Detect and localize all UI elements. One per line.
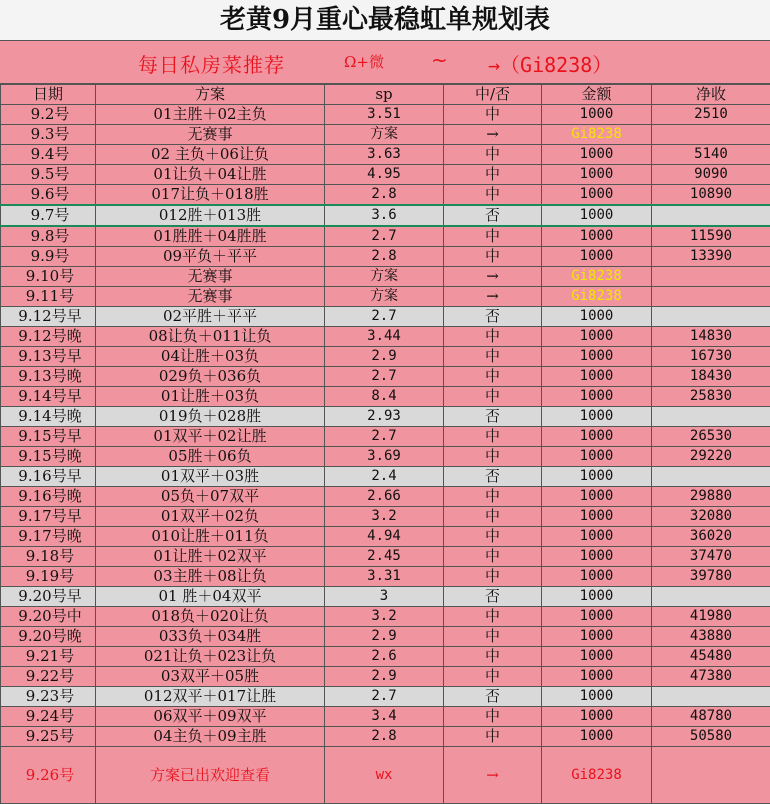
table-row	[1, 487, 770, 507]
amount-cell: 1000	[542, 687, 652, 707]
net-cell	[652, 747, 770, 804]
table-row	[1, 547, 770, 567]
sp-cell: 2.9	[325, 627, 444, 647]
sp-cell: 方案	[325, 287, 444, 307]
sp-cell: 3	[325, 587, 444, 607]
date-cell: 9.9号	[1, 247, 96, 267]
plan-cell: 05负＋07双平	[96, 487, 325, 507]
result-cell: 中	[444, 347, 542, 367]
promo-code-text: （Gi8238）	[500, 53, 612, 77]
net-cell	[652, 307, 770, 327]
plan-cell: 01胜胜＋04胜胜	[96, 226, 325, 247]
amount-cell: 1000	[542, 407, 652, 427]
amount-cell: 1000	[542, 507, 652, 527]
date-cell: 9.17号早	[1, 507, 96, 527]
result-cell: 中	[444, 547, 542, 567]
amount-cell: 1000	[542, 105, 652, 125]
sp-cell: 4.94	[325, 527, 444, 547]
net-cell: 41980	[652, 607, 770, 627]
plan-cell: 019负＋028胜	[96, 407, 325, 427]
sp-cell: 2.93	[325, 407, 444, 427]
plan-cell: 05胜＋06负	[96, 447, 325, 467]
date-cell: 9.8号	[1, 226, 96, 247]
amount-cell: 1000	[542, 447, 652, 467]
net-cell: 45480	[652, 647, 770, 667]
plan-cell: 01双平＋03胜	[96, 467, 325, 487]
plan-cell: 021让负＋023让负	[96, 647, 325, 667]
net-cell: 13390	[652, 247, 770, 267]
result-cell: 否	[444, 407, 542, 427]
result-cell: 中	[444, 447, 542, 467]
date-cell: 9.12号早	[1, 307, 96, 327]
table-row	[1, 247, 770, 267]
header-result: 中/否	[444, 85, 542, 105]
plan-cell: 08让负＋011让负	[96, 327, 325, 347]
amount-cell: 1000	[542, 247, 652, 267]
amount-cell: 1000	[542, 547, 652, 567]
result-cell: 中	[444, 487, 542, 507]
table-row	[1, 667, 770, 687]
date-cell: 9.25号	[1, 727, 96, 747]
result-cell: 中	[444, 105, 542, 125]
table-row	[1, 125, 770, 145]
table-row	[1, 527, 770, 547]
sp-cell: 3.44	[325, 327, 444, 347]
plan-cell: 01让胜＋03负	[96, 387, 325, 407]
amount-cell: Gi8238	[542, 125, 652, 145]
sp-cell: 3.2	[325, 507, 444, 527]
sp-cell: 2.6	[325, 647, 444, 667]
table-row	[1, 447, 770, 467]
amount-cell: 1000	[542, 467, 652, 487]
table-row	[1, 687, 770, 707]
sp-cell: 2.66	[325, 487, 444, 507]
date-cell: 9.12号晚	[1, 327, 96, 347]
result-cell: 否	[444, 687, 542, 707]
date-cell: 9.18号	[1, 547, 96, 567]
header-amount: 金额	[542, 85, 652, 105]
plan-cell: 无赛事	[96, 125, 325, 145]
sp-cell: 2.7	[325, 226, 444, 247]
net-cell: 39780	[652, 567, 770, 587]
net-cell: 32080	[652, 507, 770, 527]
amount-cell: 1000	[542, 667, 652, 687]
amount-cell: Gi8238	[542, 267, 652, 287]
sp-cell: 2.45	[325, 547, 444, 567]
result-cell: 否	[444, 205, 542, 226]
header-date: 日期	[1, 85, 96, 105]
result-cell: 中	[444, 327, 542, 347]
result-cell: 中	[444, 627, 542, 647]
table-row	[1, 226, 770, 247]
amount-cell: 1000	[542, 487, 652, 507]
net-cell: 36020	[652, 527, 770, 547]
table-row	[1, 387, 770, 407]
table-row	[1, 507, 770, 527]
plan-cell: 01让负＋04让胜	[96, 165, 325, 185]
promo-text: 每日私房菜推荐	[138, 49, 285, 78]
table-row	[1, 647, 770, 667]
net-cell: 2510	[652, 105, 770, 125]
date-cell: 9.14号早	[1, 387, 96, 407]
sp-cell: 方案	[325, 267, 444, 287]
result-cell: 否	[444, 467, 542, 487]
table-row	[1, 587, 770, 607]
date-cell: 9.2号	[1, 105, 96, 125]
date-cell: 9.20号晚	[1, 627, 96, 647]
net-cell: 29880	[652, 487, 770, 507]
amount-cell: 1000	[542, 165, 652, 185]
promo-arrow: →	[488, 53, 500, 77]
date-cell: 9.21号	[1, 647, 96, 667]
table-row	[1, 367, 770, 387]
sp-cell: 2.8	[325, 247, 444, 267]
amount-cell: 1000	[542, 607, 652, 627]
net-cell	[652, 587, 770, 607]
plan-cell: 无赛事	[96, 287, 325, 307]
sp-cell: 3.6	[325, 205, 444, 226]
result-cell: →	[444, 125, 542, 145]
net-cell	[652, 205, 770, 226]
date-cell: 9.22号	[1, 667, 96, 687]
table-row	[1, 607, 770, 627]
plan-cell: 02 主负＋06让负	[96, 145, 325, 165]
table-row	[1, 747, 770, 804]
date-cell: 9.26号	[1, 747, 96, 804]
net-cell: 26530	[652, 427, 770, 447]
net-cell: 37470	[652, 547, 770, 567]
plan-cell: 01让胜＋02双平	[96, 547, 325, 567]
sp-cell: 4.95	[325, 165, 444, 185]
plan-cell: 方案已出欢迎查看	[96, 747, 325, 804]
result-cell: 中	[444, 165, 542, 185]
result-cell: →	[444, 747, 542, 804]
table-row	[1, 567, 770, 587]
result-cell: 中	[444, 727, 542, 747]
net-cell	[652, 125, 770, 145]
date-cell: 9.23号	[1, 687, 96, 707]
result-cell: 中	[444, 226, 542, 247]
amount-cell: 1000	[542, 567, 652, 587]
result-cell: 中	[444, 145, 542, 165]
net-cell	[652, 267, 770, 287]
date-cell: 9.10号	[1, 267, 96, 287]
net-cell: 11590	[652, 226, 770, 247]
date-cell: 9.15号晚	[1, 447, 96, 467]
net-cell: 50580	[652, 727, 770, 747]
net-cell: 48780	[652, 707, 770, 727]
sp-cell: 2.7	[325, 427, 444, 447]
plan-cell: 02平胜＋平平	[96, 307, 325, 327]
table-row	[1, 467, 770, 487]
date-cell: 9.13号早	[1, 347, 96, 367]
net-cell	[652, 287, 770, 307]
table-row	[1, 287, 770, 307]
amount-cell: 1000	[542, 205, 652, 226]
amount-cell: 1000	[542, 707, 652, 727]
plan-cell: 01双平＋02负	[96, 507, 325, 527]
sp-cell: 2.9	[325, 667, 444, 687]
date-cell: 9.4号	[1, 145, 96, 165]
plan-cell: 033负＋034胜	[96, 627, 325, 647]
net-cell	[652, 687, 770, 707]
amount-cell: 1000	[542, 367, 652, 387]
amount-cell: 1000	[542, 145, 652, 165]
sp-cell: 2.7	[325, 367, 444, 387]
net-cell: 29220	[652, 447, 770, 467]
date-cell: 9.15号早	[1, 427, 96, 447]
result-cell: 中	[444, 567, 542, 587]
table-row	[1, 407, 770, 427]
plan-cell: 03双平＋05胜	[96, 667, 325, 687]
header-row	[1, 85, 770, 105]
net-cell	[652, 407, 770, 427]
plan-cell: 01双平＋02让胜	[96, 427, 325, 447]
plan-cell: 01主胜＋02主负	[96, 105, 325, 125]
header-sp: sp	[325, 85, 444, 105]
amount-cell: 1000	[542, 327, 652, 347]
sp-cell: 方案	[325, 125, 444, 145]
plan-cell: 017让负＋018胜	[96, 185, 325, 206]
result-cell: 中	[444, 607, 542, 627]
net-cell	[652, 467, 770, 487]
amount-cell: 1000	[542, 226, 652, 247]
result-cell: 中	[444, 387, 542, 407]
plan-cell: 010让胜＋011负	[96, 527, 325, 547]
net-cell: 16730	[652, 347, 770, 367]
table-row	[1, 627, 770, 647]
result-cell: 否	[444, 307, 542, 327]
plan-cell: 012胜＋013胜	[96, 205, 325, 226]
sp-cell: 2.7	[325, 307, 444, 327]
promo-mark: ~	[431, 48, 448, 72]
net-cell: 43880	[652, 627, 770, 647]
header-plan: 方案	[96, 85, 325, 105]
table-row	[1, 327, 770, 347]
date-cell: 9.7号	[1, 205, 96, 226]
sp-cell: 3.2	[325, 607, 444, 627]
result-cell: 中	[444, 185, 542, 206]
promo-contact: Ω+微	[344, 51, 384, 72]
amount-cell: 1000	[542, 185, 652, 206]
table-row	[1, 267, 770, 287]
plan-cell: 03主胜＋08让负	[96, 567, 325, 587]
date-cell: 9.13号晚	[1, 367, 96, 387]
table-row	[1, 165, 770, 185]
plan-cell: 04主负＋09主胜	[96, 727, 325, 747]
plan-cell: 无赛事	[96, 267, 325, 287]
result-cell: 中	[444, 507, 542, 527]
date-cell: 9.5号	[1, 165, 96, 185]
table-row	[1, 185, 770, 206]
net-cell: 10890	[652, 185, 770, 206]
sp-cell: 8.4	[325, 387, 444, 407]
plan-table	[0, 84, 770, 804]
amount-cell: 1000	[542, 647, 652, 667]
date-cell: 9.20号中	[1, 607, 96, 627]
plan-cell: 012双平＋017让胜	[96, 687, 325, 707]
date-cell: 9.3号	[1, 125, 96, 145]
date-cell: 9.24号	[1, 707, 96, 727]
amount-cell: Gi8238	[542, 747, 652, 804]
net-cell: 14830	[652, 327, 770, 347]
result-cell: 否	[444, 587, 542, 607]
sheet-title: 老黄9月重心最稳虹单规划表	[0, 0, 770, 41]
sp-cell: 2.9	[325, 347, 444, 367]
amount-cell: 1000	[542, 587, 652, 607]
result-cell: 中	[444, 367, 542, 387]
result-cell: 中	[444, 647, 542, 667]
plan-cell: 06双平＋09双平	[96, 707, 325, 727]
result-cell: 中	[444, 247, 542, 267]
plan-cell: 018负＋020让负	[96, 607, 325, 627]
header-net: 净收	[652, 85, 770, 105]
table-row	[1, 205, 770, 226]
date-cell: 9.6号	[1, 185, 96, 206]
plan-cell: 029负＋036负	[96, 367, 325, 387]
table-row	[1, 427, 770, 447]
amount-cell: 1000	[542, 307, 652, 327]
result-cell: 中	[444, 527, 542, 547]
result-cell: →	[444, 287, 542, 307]
plan-cell: 01 胜＋04双平	[96, 587, 325, 607]
plan-cell: 09平负＋平平	[96, 247, 325, 267]
sp-cell: 3.31	[325, 567, 444, 587]
amount-cell: 1000	[542, 627, 652, 647]
net-cell: 5140	[652, 145, 770, 165]
date-cell: 9.16号晚	[1, 487, 96, 507]
amount-cell: 1000	[542, 727, 652, 747]
table-row	[1, 347, 770, 367]
date-cell: 9.11号	[1, 287, 96, 307]
result-cell: 中	[444, 667, 542, 687]
amount-cell: 1000	[542, 347, 652, 367]
table-row	[1, 307, 770, 327]
net-cell: 47380	[652, 667, 770, 687]
date-cell: 9.14号晚	[1, 407, 96, 427]
table-row	[1, 105, 770, 125]
sp-cell: wx	[325, 747, 444, 804]
net-cell: 18430	[652, 367, 770, 387]
sp-cell: 3.69	[325, 447, 444, 467]
result-cell: 中	[444, 707, 542, 727]
net-cell: 9090	[652, 165, 770, 185]
table-row	[1, 145, 770, 165]
result-cell: →	[444, 267, 542, 287]
date-cell: 9.20号早	[1, 587, 96, 607]
sp-cell: 2.8	[325, 727, 444, 747]
sp-cell: 3.51	[325, 105, 444, 125]
sp-cell: 3.63	[325, 145, 444, 165]
amount-cell: 1000	[542, 527, 652, 547]
amount-cell: Gi8238	[542, 287, 652, 307]
table-row	[1, 727, 770, 747]
date-cell: 9.16号早	[1, 467, 96, 487]
sp-cell: 2.4	[325, 467, 444, 487]
sp-cell: 2.8	[325, 185, 444, 206]
amount-cell: 1000	[542, 427, 652, 447]
plan-cell: 04让胜＋03负	[96, 347, 325, 367]
sp-cell: 2.7	[325, 687, 444, 707]
date-cell: 9.17号晚	[1, 527, 96, 547]
table-row	[1, 707, 770, 727]
promo-banner	[0, 41, 770, 84]
result-cell: 中	[444, 427, 542, 447]
amount-cell: 1000	[542, 387, 652, 407]
sp-cell: 3.4	[325, 707, 444, 727]
promo-code	[488, 49, 612, 78]
net-cell: 25830	[652, 387, 770, 407]
date-cell: 9.19号	[1, 567, 96, 587]
